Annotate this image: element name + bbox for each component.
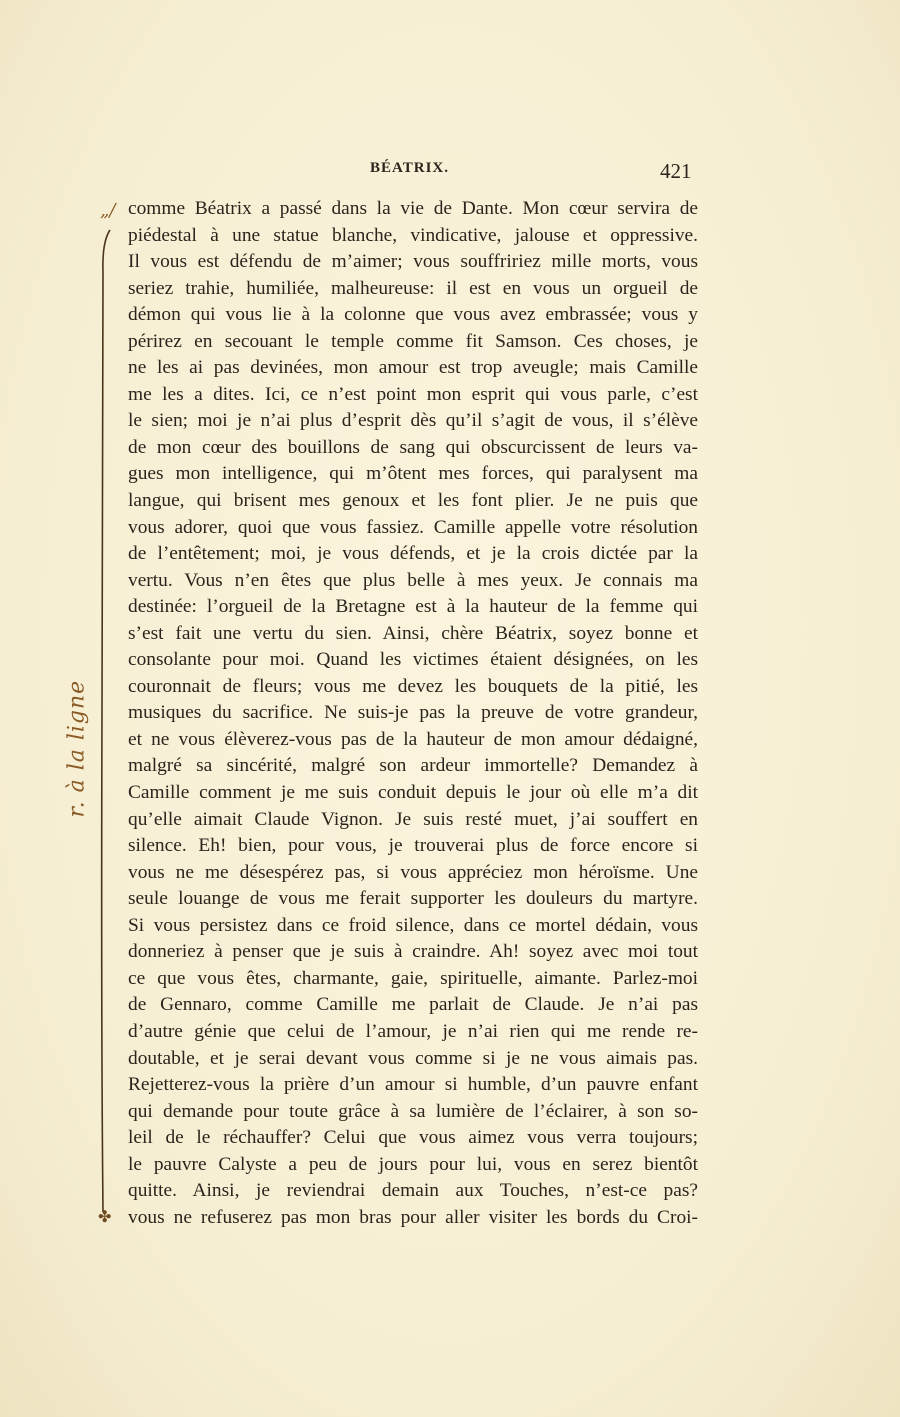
annotation-margin-note: r. à la ligne bbox=[64, 679, 90, 818]
text-line: malgré sa sincérité, malgré son ardeur immortelle? Demandez à bbox=[128, 755, 698, 777]
text-line: musiques du sacrifice. Ne suis-je pas la preuve de votre grandeur, bbox=[128, 702, 698, 724]
text-line: ne les ai pas devinées, mon amour est trop aveugle; mais Camille bbox=[128, 357, 698, 379]
text-line: s’est fait une vertu du sien. Ainsi, chère Béatrix, soyez bonne et bbox=[128, 622, 698, 644]
text-line: qu’elle aimait Claude Vignon. Je suis resté muet, j’ai souffert en bbox=[128, 808, 698, 830]
text-line: piédestal à une statue blanche, vindicative, jalouse et oppressive. bbox=[128, 224, 698, 246]
text-line: vous ne refuserez pas mon bras pour aller visiter les bords du Croi- bbox=[128, 1206, 698, 1228]
text-line: destinée: l’orgueil de la Bretagne est à la hauteur de la femme qui bbox=[128, 596, 698, 618]
running-title: BÉATRIX. bbox=[370, 160, 449, 176]
text-line: vous adorer, quoi que vous fassiez. Camille appelle votre résolution bbox=[128, 516, 698, 538]
text-line: gues mon intelligence, qui m’ôtent mes forces, qui paralysent ma bbox=[128, 463, 698, 485]
text-line: démon qui vous lie à la colonne que vous avez embrassée; vous y bbox=[128, 304, 698, 326]
annotation-margin-line bbox=[92, 212, 112, 1222]
text-line: Rejetterez-vous la prière d’un amour si humble, d’un pauvre enfant bbox=[128, 1074, 698, 1096]
text-line: de mon cœur des bouillons de sang qui obscurcissent de leurs va- bbox=[128, 436, 698, 458]
text-line: me les a dites. Ici, ce n’est point mon esprit qui vous parle, c’est bbox=[128, 383, 698, 405]
text-line: consolante pour moi. Quand les victimes étaient désignées, on les bbox=[128, 649, 698, 671]
page-number: 421 bbox=[660, 159, 692, 183]
text-line: et ne vous élèverez-vous pas de la hauteur de mon amour dédaigné, bbox=[128, 728, 698, 750]
text-line: vous ne me désespérez pas, si vous appréciez mon héroïsme. Une bbox=[128, 861, 698, 883]
text-line: ce que vous êtes, charmante, gaie, spirituelle, aimante. Parlez-moi bbox=[128, 967, 698, 989]
text-line: silence. Eh! bien, pour vous, je trouverai plus de force encore si bbox=[128, 835, 698, 857]
text-line: couronnait de fleurs; vous me devez les bouquets de la pitié, les bbox=[128, 675, 698, 697]
text-line: le sien; moi je n’ai plus d’esprit dès qu’il s’agit de vous, il s’élève bbox=[128, 410, 698, 432]
text-line: donneriez à penser que je suis à craindre. Ah! soyez avec moi tout bbox=[128, 941, 698, 963]
text-line: doutable, et je serai devant vous comme si je ne vous aimais pas. bbox=[128, 1047, 698, 1069]
text-line: de Gennaro, comme Camille me parlait de Claude. Je n’ai pas bbox=[128, 994, 698, 1016]
text-line: qui demande pour toute grâce à sa lumière de l’éclairer, à son so- bbox=[128, 1100, 698, 1122]
text-line: comme Béatrix a passé dans la vie de Dante. Mon cœur servira de bbox=[128, 198, 698, 219]
text-line: périrez en secouant le temple comme fit Samson. Ces choses, je bbox=[128, 330, 698, 352]
text-line: le pauvre Calyste a peu de jours pour lui, vous en serez bientôt bbox=[128, 1153, 698, 1175]
text-line: Camille comment je me suis conduit depuis le jour où elle m’a dit bbox=[128, 782, 698, 804]
text-line: de l’entêtement; moi, je vous défends, et je la crois dictée par la bbox=[128, 543, 698, 565]
annotation-start-mark: „/ bbox=[100, 200, 116, 221]
text-line: Il vous est défendu de m’aimer; vous souffririez mille morts, vous bbox=[128, 251, 698, 273]
text-line: seriez trahie, humiliée, malheureuse: il est en vous un orgueil de bbox=[128, 277, 698, 299]
body-text bbox=[128, 196, 698, 1231]
text-line: seule louange de vous me ferait supporter les douleurs du martyre. bbox=[128, 888, 698, 910]
text-line: leil de le réchauffer? Celui que vous aimez vous verra toujours; bbox=[128, 1127, 698, 1149]
text-line: langue, qui brisent mes genoux et les font plier. Je ne puis que bbox=[128, 490, 698, 512]
text-line: d’autre génie que celui de l’amour, je n’ai rien qui me rende re- bbox=[128, 1020, 698, 1042]
text-line: quitte. Ainsi, je reviendrai demain aux Touches, n’est-ce pas? bbox=[128, 1180, 698, 1202]
annotation-end-mark: ✤ bbox=[98, 1207, 112, 1226]
text-line: vertu. Vous n’en êtes que plus belle à mes yeux. Je connais ma bbox=[128, 569, 698, 591]
text-line: Si vous persistez dans ce froid silence, dans ce mortel dédain, vous bbox=[128, 914, 698, 936]
